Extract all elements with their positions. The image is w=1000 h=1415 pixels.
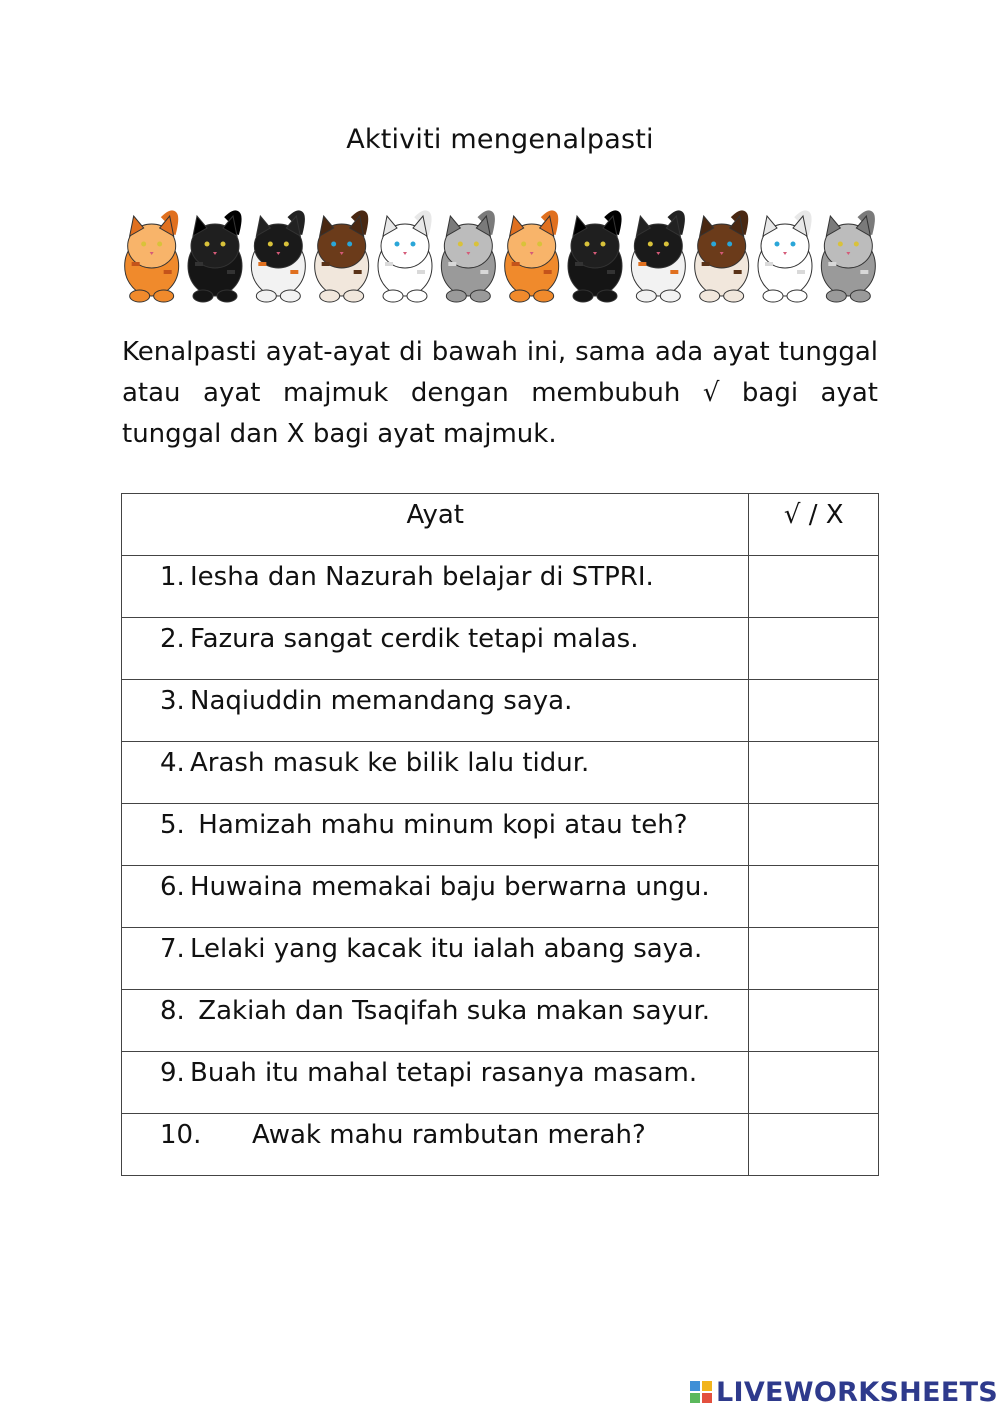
sentence-number: 1.: [160, 562, 185, 592]
table-header-row: [122, 494, 879, 556]
sentence-label: Awak mahu rambutan merah?: [252, 1120, 646, 1150]
sentence-number: 2.: [160, 624, 185, 654]
sentence-text: [122, 618, 748, 654]
cat-icon: [378, 214, 432, 302]
sentence-label: Arash masuk ke bilik lalu tidur.: [190, 748, 590, 778]
sentence-number: 6.: [160, 872, 185, 902]
cat-icon: [568, 214, 622, 302]
table-row: [122, 1114, 879, 1176]
sentence-cell: [122, 742, 749, 804]
cat-icon: [441, 214, 495, 302]
sentence-cell: [122, 680, 749, 742]
sentence-cell: [122, 556, 749, 618]
sentence-text: [122, 556, 748, 592]
sentence-label: Naqiuddin memandang saya.: [190, 686, 573, 716]
cat-icon: [631, 214, 685, 302]
table-row: [122, 618, 879, 680]
sentence-text: [122, 680, 748, 716]
sentence-cell: [122, 1052, 749, 1114]
sentence-number: 10.: [160, 1120, 202, 1150]
cats-image: [120, 200, 880, 304]
sentence-label: Fazura sangat cerdik tetapi malas.: [190, 624, 639, 654]
logo-text: LIVEWORKSHEETS: [716, 1376, 999, 1408]
sentence-cell: [122, 618, 749, 680]
sentence-label: Iesha dan Nazurah belajar di STPRI.: [190, 562, 654, 592]
sentence-number: 3.: [160, 686, 185, 716]
table-row: [122, 990, 879, 1052]
answer-cell[interactable]: [749, 618, 879, 680]
sentence-label: Buah itu mahal tetapi rasanya masam.: [190, 1058, 698, 1088]
table-row: [122, 1052, 879, 1114]
cat-icon: [188, 214, 242, 302]
sentence-number: 4.: [160, 748, 185, 778]
sentence-number: 9.: [160, 1058, 185, 1088]
cat-icon: [125, 214, 179, 302]
instructions-text: Kenalpasti ayat-ayat di bawah ini, sama ada ayat tunggal atau ayat majmuk dengan membubuh √ bagi ayat tunggal dan X bagi ayat majmuk.: [122, 337, 878, 449]
table-row: [122, 556, 879, 618]
cat-icon: [695, 214, 749, 302]
sentence-label: Huwaina memakai baju berwarna ungu.: [190, 872, 710, 902]
sentence-text: [122, 990, 748, 1026]
sentence-text: [122, 742, 748, 778]
page-title: Aktiviti mengenalpasti: [346, 124, 654, 155]
table-row: [122, 742, 879, 804]
cat-icon: [821, 214, 875, 302]
answer-cell[interactable]: [749, 804, 879, 866]
sentence-text: [122, 804, 748, 840]
sentence-cell: [122, 990, 749, 1052]
liveworksheets-logo: [690, 1372, 998, 1412]
sentence-cell: [122, 804, 749, 866]
sentence-cell: [122, 928, 749, 990]
cat-icon: [505, 214, 559, 302]
sentence-cell: [122, 866, 749, 928]
answer-cell[interactable]: [749, 742, 879, 804]
sentence-number: 5.: [160, 810, 185, 840]
answer-cell[interactable]: [749, 928, 879, 990]
sentence-label: Lelaki yang kacak itu ialah abang saya.: [190, 934, 703, 964]
answer-cell[interactable]: [749, 680, 879, 742]
sentence-text: [122, 866, 748, 902]
answer-cell[interactable]: [749, 1052, 879, 1114]
table-row: [122, 928, 879, 990]
answer-cell[interactable]: [749, 556, 879, 618]
table-row: [122, 804, 879, 866]
table-row: [122, 866, 879, 928]
sentence-number: 8.: [160, 996, 185, 1026]
answer-cell[interactable]: [749, 990, 879, 1052]
cat-icon: [251, 214, 305, 302]
answer-cell[interactable]: [749, 1114, 879, 1176]
table-row: [122, 680, 879, 742]
cat-border-illustration: [120, 200, 880, 304]
cat-icon: [315, 214, 369, 302]
answer-cell[interactable]: [749, 866, 879, 928]
sentence-label: Hamizah mahu minum kopi atau teh?: [190, 810, 688, 840]
cat-icon: [758, 214, 812, 302]
header-ayat: Ayat: [122, 494, 749, 556]
sentence-text: [122, 928, 748, 964]
sentence-table: [121, 493, 879, 1176]
sentence-text: [122, 1052, 748, 1088]
logo-blocks-icon: [690, 1381, 712, 1403]
sentence-label: Zakiah dan Tsaqifah suka makan sayur.: [190, 996, 711, 1026]
sentence-text: [122, 1114, 748, 1150]
header-mark: √ / X: [749, 494, 879, 556]
sentence-number: 7.: [160, 934, 185, 964]
sentence-cell: [122, 1114, 749, 1176]
